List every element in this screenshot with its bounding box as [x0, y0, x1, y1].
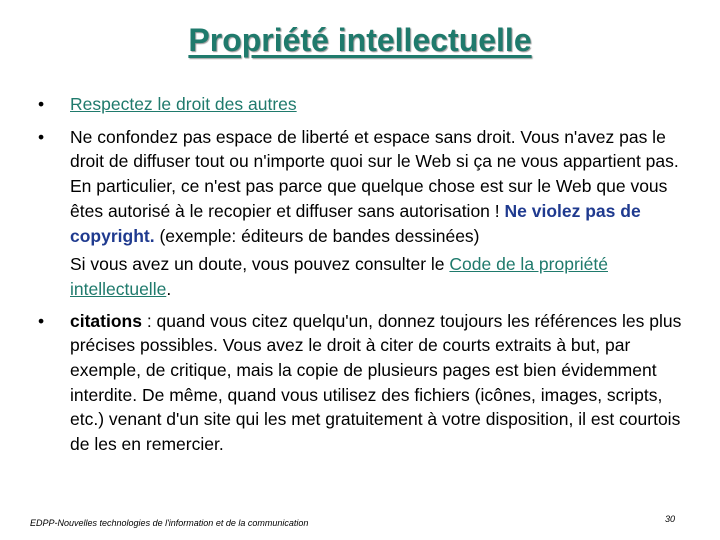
citations-label: citations [70, 310, 142, 331]
footer-text: EDPP-Nouvelles technologies de l'information et de la communication [30, 518, 309, 528]
bullet-text [70, 125, 688, 249]
doubt-text: Si vous avez un doute, vous pouvez consulter le [70, 254, 450, 275]
bullet-icon: • [38, 126, 45, 147]
respect-rights-link[interactable]: Respectez le droit des autres [70, 94, 297, 114]
example-note: (exemple: éditeurs de bandes dessinées) [154, 225, 480, 246]
bullet-icon: • [38, 310, 45, 331]
bullet-list [38, 92, 688, 457]
sub-paragraph [70, 252, 688, 301]
bullet-item [38, 92, 688, 117]
bullet-icon: • [38, 94, 45, 114]
period-text: . [166, 278, 172, 299]
copyright-warning: Ne violez pas de copyright. [70, 200, 641, 246]
ip-code-link[interactable]: Code de la propriété intellectuelle [70, 254, 608, 299]
bullet-text [70, 309, 688, 457]
citations-text: : quand vous citez quelqu'un, donnez toujours les références les plus précises possibles. Vous avez le droit à citer de courts extraits à but, par exemple, de critique, mais la copie de plusieurs pages est bien évidemment interdite. De même, quand vous utilisez des fichiers (icônes, images, scripts, etc.) venant d'un site qui les met gratuitement à votre disposition, il est courtois de les en remercier. [70, 310, 682, 455]
slide-title: Propriété intellectuelle [188, 22, 532, 58]
page-number: 30 [665, 514, 676, 524]
liberty-paragraph: Ne confondez pas espace de liberté et espace sans droit. Vous n'avez pas le droit de diffuser tout ou n'importe quoi sur le Web si ça ne vous appartient pas. En particulier, ce n'est pas parce que quelque chose est sur le Web que vous êtes autorisé à le recopier et diffuser sans autorisation ! [70, 126, 679, 221]
bullet-item [38, 125, 688, 302]
bullet-item [38, 309, 688, 457]
